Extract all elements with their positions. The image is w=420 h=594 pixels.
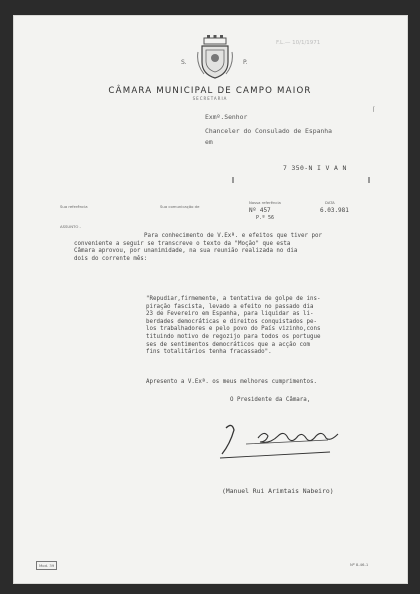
municipal-crest-icon [196, 34, 234, 80]
signature-title: O Presidente da Câmara, [230, 397, 311, 403]
addressee-line2: em [205, 138, 213, 146]
crest-right-mark: P. [243, 59, 248, 66]
quote-line: 23 de Fevereiro em Espanha, para liquidar as li- [146, 311, 314, 318]
handwritten-signature [218, 418, 348, 460]
tick-mark-right [368, 177, 370, 183]
intro-paragraph [74, 233, 322, 263]
margin-mark: ⌈ [372, 106, 376, 113]
crest-left-mark: S. [181, 59, 187, 66]
quote-line: "Repudiar,firmemente, a tentativa de golpe de ins- [146, 296, 321, 302]
council-subtitle: SECRETARIA [192, 96, 228, 101]
intro-line: conveniente a seguir se transcreve o texto da "Moção" que esta [74, 240, 291, 247]
footer-right-code: Nº 8-46-1 [350, 562, 369, 567]
quote-line: tituindo motivo de regozijo para todos os portugue [146, 333, 321, 340]
addressee-salutation: Exmº.Senhor [205, 113, 248, 121]
intro-line: dois do corrente mês: [74, 255, 148, 262]
nossa-referencia-label: Nossa referência [249, 200, 281, 205]
quote-line: berdades democráticas e direitos conquistados pe- [146, 318, 318, 325]
intro-line: Câmara aprovou, por unanimidade, na sua reunião realizada no dia [74, 248, 298, 255]
form-code: Mod. 39 [36, 561, 57, 570]
nossa-referencia-value: Nº 457 [249, 207, 271, 214]
motion-quote [146, 296, 321, 357]
closing-line: Apresento a V.Exª. os meus melhores cumprimentos. [146, 379, 318, 385]
data-label: DATA [325, 200, 335, 205]
quote-line: fins totalitários tenha fracassado". [146, 349, 272, 356]
reference-code: 7 350-N I V A N [283, 164, 347, 172]
quote-line: piração fascista, levado a efeito no passado dia [146, 303, 314, 310]
signer-name: (Manuel Rui Arimtais Nabeiro) [222, 487, 334, 495]
sua-referencia-label: Sua referência [60, 204, 88, 209]
intro-line: Para conhecimento de V.Exª. e efeitos que tiver por [144, 233, 322, 239]
nossa-referencia-series: P.º 56 [256, 215, 275, 221]
council-title: CÂMARA MUNICIPAL DE CAMPO MAIOR [108, 86, 312, 96]
sua-comunicacao-label: Sua comunicação de [160, 204, 200, 209]
data-value: 6.03.981 [320, 207, 349, 214]
assunto-label: ASSUNTO - [60, 224, 81, 229]
top-stamp: F.L.— 10/1/1971 [276, 40, 321, 46]
quote-line: los trabalhadores e pelo povo do País vizinho,cons [146, 326, 321, 333]
tick-mark [232, 177, 234, 183]
addressee-line1: Chanceler do Consulado de Espanha [205, 127, 332, 135]
quote-line: ses de sentimentos democráticos que a acção com [146, 341, 311, 348]
